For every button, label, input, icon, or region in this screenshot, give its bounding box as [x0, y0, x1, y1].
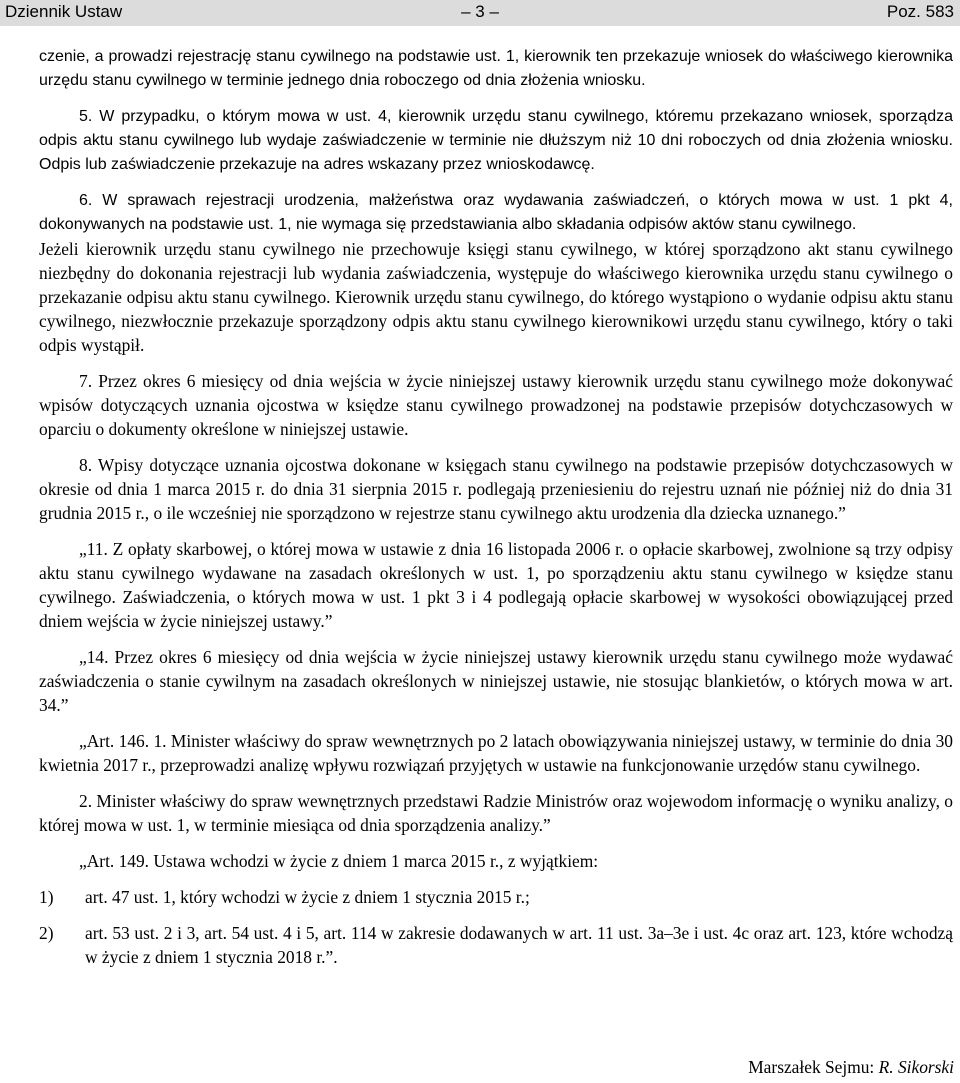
list-item-number: 2): [39, 923, 54, 943]
signature-role: Marszałek Sejmu:: [748, 1057, 875, 1077]
paragraph-6a: 6. W sprawach rejestracji urodzenia, małżeństwa oraz wydawania zaświadczeń, o których mowa w ust. 1 pkt 4, dokonywanych na podstawie ust. 1, nie wymaga się przedstawiania albo składania odpisów aktów stanu cywilnego.: [39, 192, 953, 233]
list-item-text: art. 53 ust. 2 i 3, art. 54 ust. 4 i 5, art. 114 w zakresie dodawanych w art. 11 ust. 3a–3e i ust. 4c oraz art. 123, które wchodzą w życie z dniem 1 stycznia 2018 r.”.: [85, 923, 953, 967]
list-item-text: art. 47 ust. 1, który wchodzi w życie z dniem 1 stycznia 2015 r.;: [85, 887, 530, 907]
page-header: [0, 0, 960, 26]
document-body: [39, 45, 953, 969]
article-149: „Art. 149. Ustawa wchodzi w życie z dniem 1 marca 2015 r., z wyjątkiem:: [79, 851, 599, 871]
page-number: – 3 –: [461, 2, 499, 21]
paragraph-14: „14. Przez okres 6 miesięcy od dnia wejścia w życie niniejszej ustawy kierownik urzędu stanu cywilnego może wydawać zaświadczenia o stanie cywilnym na zasadach określonych w niniejszej ustawie, nie stosując blankietów, o których mowa w art. 34.”: [39, 647, 953, 715]
list-item: [39, 921, 953, 969]
article-146-1: „Art. 146. 1. Minister właściwy do spraw wewnętrznych po 2 latach obowiązywania niniejszej ustawy, w terminie do dnia 30 kwietnia 2017 r., przeprowadzi analizę wpływu rozwiązań przyjętych w ustawie na funkcjonowanie urzędów stanu cywilnego.: [39, 731, 953, 775]
signature: [748, 1057, 954, 1078]
signature-name: R. Sikorski: [878, 1057, 954, 1077]
paragraph-6b: Jeżeli kierownik urzędu stanu cywilnego nie przechowuje księgi stanu cywilnego, w której sporządzono akt stanu cywilnego niezbędny do dokonania rejestracji lub wydania zaświadczenia, występuje do właściwego kierownika urzędu stanu cywilnego o przekazanie odpisu aktu stanu cywilnego. Kierownik urzędu stanu cywilnego, do którego wystąpiono o wydanie odpisu aktu stanu cywilnego, niezwłocznie przekazuje sporządzony odpis aktu stanu cywilnego kierownikowi urzędu stanu cywilnego, który o taki odpis wystąpił.: [39, 239, 953, 355]
position-number: Poz. 583: [886, 2, 954, 21]
list-item: [39, 885, 953, 909]
paragraph-8: 8. Wpisy dotyczące uznania ojcostwa dokonane w księgach stanu cywilnego na podstawie przepisów dotychczasowych w okresie od dnia 1 marca 2015 r. do dnia 31 sierpnia 2015 r. podlegają przeniesieniu do rejestru uznań nie później niż do dnia 31 grudnia 2015 r., o ile wcześniej nie sporządzono w rejestrze stanu cywilnego aktu urodzenia dla dziecka uznanego.”: [39, 455, 953, 523]
paragraph-11: „11. Z opłaty skarbowej, o której mowa w ustawie z dnia 16 listopada 2006 r. o opłacie skarbowej, zwolnione są trzy odpisy aktu stanu cywilnego wydawane na zasadach określonych w ust. 1, po sporządzeniu aktu stanu cywilnego w księdze stanu cywilnego. Zaświadczenia, o których mowa w ust. 1 pkt 3 i 4 podlegają opłacie skarbowej w wysokości obowiązującej przed dniem wejścia w życie niniejszej ustawy.”: [39, 539, 953, 631]
journal-title: Dziennik Ustaw: [5, 2, 123, 21]
paragraph-5: 5. W przypadku, o którym mowa w ust. 4, kierownik urzędu stanu cywilnego, któremu przekazano wniosek, sporządza odpis aktu stanu cywilnego lub wydaje zaświadczenie w terminie nie dłuższym niż 10 dni roboczych od dnia złożenia wniosku. Odpis lub zaświadczenie przekazuje na adres wskazany przez wnioskodawcę.: [39, 108, 953, 173]
list-item-number: 1): [39, 887, 54, 907]
paragraph-continuation: czenie, a prowadzi rejestrację stanu cywilnego na podstawie ust. 1, kierownik ten przekazuje wniosek do właściwego kierownika urzędu stanu cywilnego w terminie jednego dnia roboczego od dnia złożenia wniosku.: [39, 48, 953, 89]
article-146-2: 2. Minister właściwy do spraw wewnętrznych przedstawi Radzie Ministrów oraz wojewodom informację o wyniku analizy, o której mowa w ust. 1, w terminie miesiąca od dnia sporządzenia analizy.”: [39, 791, 953, 835]
paragraph-7: 7. Przez okres 6 miesięcy od dnia wejścia w życie niniejszej ustawy kierownik urzędu stanu cywilnego może dokonywać wpisów dotyczących uznania ojcostwa w księdze stanu cywilnego prowadzonej na podstawie przepisów dotychczasowych w oparciu o dokumenty określone w niniejszej ustawie.: [39, 371, 953, 439]
